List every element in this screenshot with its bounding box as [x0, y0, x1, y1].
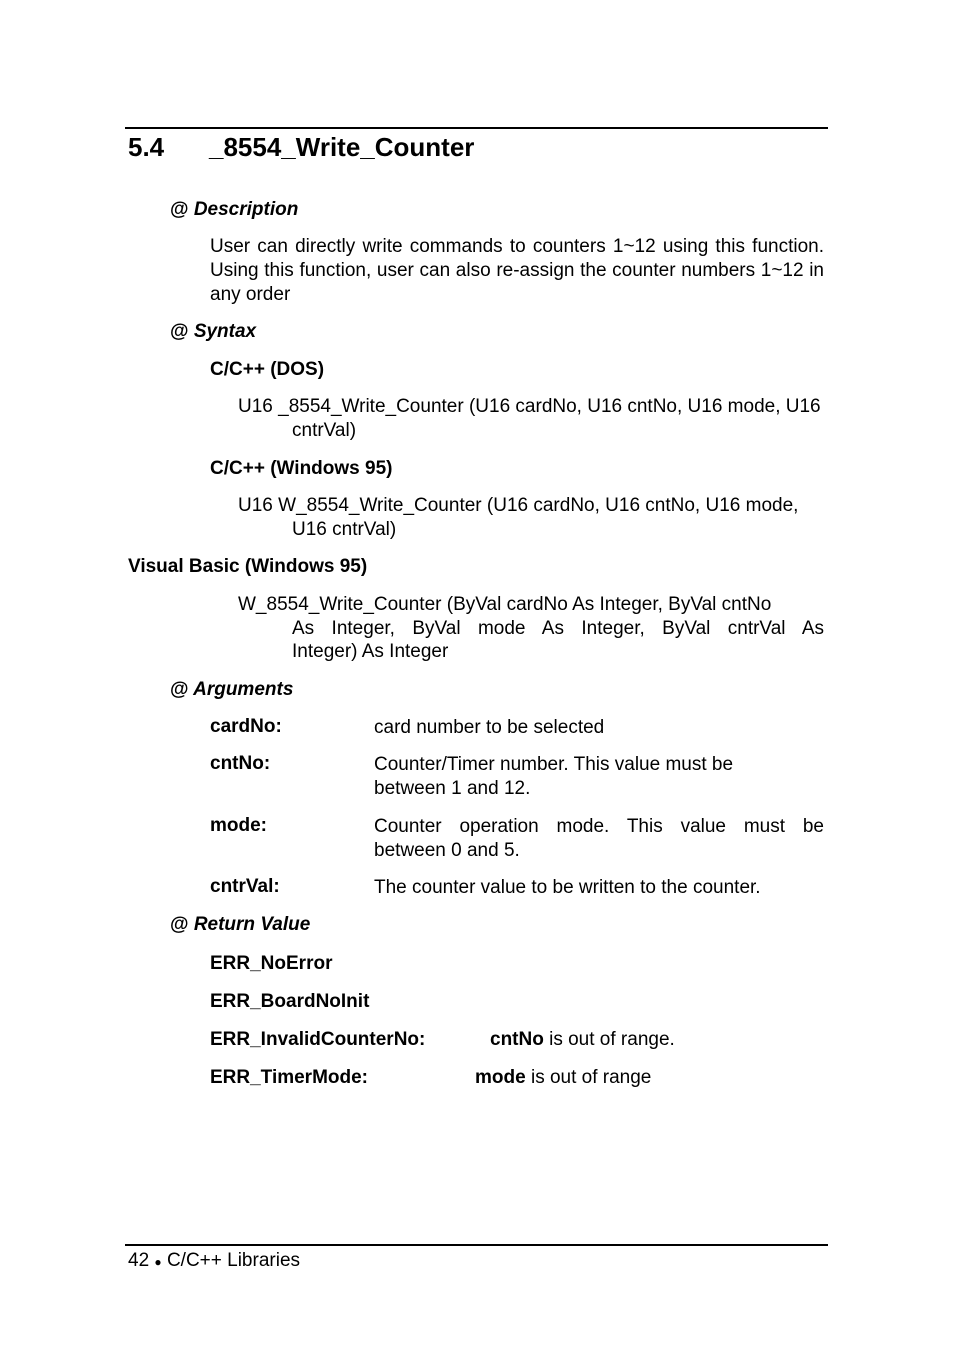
err-invalidcounterno: ERR_InvalidCounterNo: — [210, 1029, 426, 1050]
arg-name: cntNo: — [210, 753, 271, 774]
syntax-heading: @ Syntax — [170, 321, 257, 342]
vb-signature-line1: W_8554_Write_Counter (ByVal cardNo As Integer, ByVal cntNo — [238, 594, 772, 615]
arg-name: cntrVal: — [210, 876, 280, 897]
arguments-heading: @ Arguments — [170, 679, 294, 700]
arg-name: cardNo: — [210, 716, 282, 737]
vb-label: Visual Basic (Windows 95) — [128, 556, 368, 577]
err-noerror: ERR_NoError — [210, 953, 333, 974]
description-heading: @ Description — [170, 199, 299, 220]
dos-signature-line2: cntrVal) — [292, 420, 357, 441]
footer — [128, 1249, 300, 1274]
arg-desc: Counter operation mode. This value must be between 0 and 5. — [374, 816, 824, 861]
arg-name: mode: — [210, 815, 267, 836]
win-label: C/C++ (Windows 95) — [210, 458, 393, 479]
top-rule — [125, 127, 828, 129]
dos-label: C/C++ (DOS) — [210, 359, 325, 380]
bullet-icon: ● — [154, 1255, 162, 1269]
err-invalidcounterno-desc: cntNo is out of range. — [490, 1029, 675, 1050]
dos-signature-line1: U16 _8554_Write_Counter (U16 cardNo, U16 cntNo, U16 mode, U16 — [238, 396, 821, 417]
err-timermode-desc: mode is out of range — [475, 1067, 652, 1088]
footer-rule — [125, 1244, 828, 1246]
chapter-title: C/C++ Libraries — [166, 1250, 301, 1271]
err-boardnoinit: ERR_BoardNoInit — [210, 991, 370, 1012]
win-signature-line1: U16 W_8554_Write_Counter (U16 cardNo, U16 cntNo, U16 mode, — [238, 495, 799, 516]
description-text: User can directly write commands to counters 1~12 using this function. Using this function, user can also re-assign the counter numbers 1~12 in any order — [210, 236, 824, 305]
vb-signature-line2: As Integer, ByVal mode As Integer, ByVal cntrVal As — [292, 618, 824, 639]
vb-signature-line3: Integer) As Integer — [292, 641, 449, 662]
section-number: 5.4 — [128, 132, 165, 162]
return-value-heading: @ Return Value — [170, 914, 311, 935]
arg-desc: card number to be selected — [374, 717, 605, 738]
err-timermode: ERR_TimerMode: — [210, 1067, 369, 1088]
page-number: 42 — [128, 1250, 150, 1271]
arg-desc: The counter value to be written to the counter. — [374, 877, 761, 898]
arg-desc: Counter/Timer number. This value must be between 1 and 12. — [374, 754, 734, 799]
section-title: _8554_Write_Counter — [209, 132, 475, 162]
win-signature-line2: U16 cntrVal) — [292, 519, 397, 540]
